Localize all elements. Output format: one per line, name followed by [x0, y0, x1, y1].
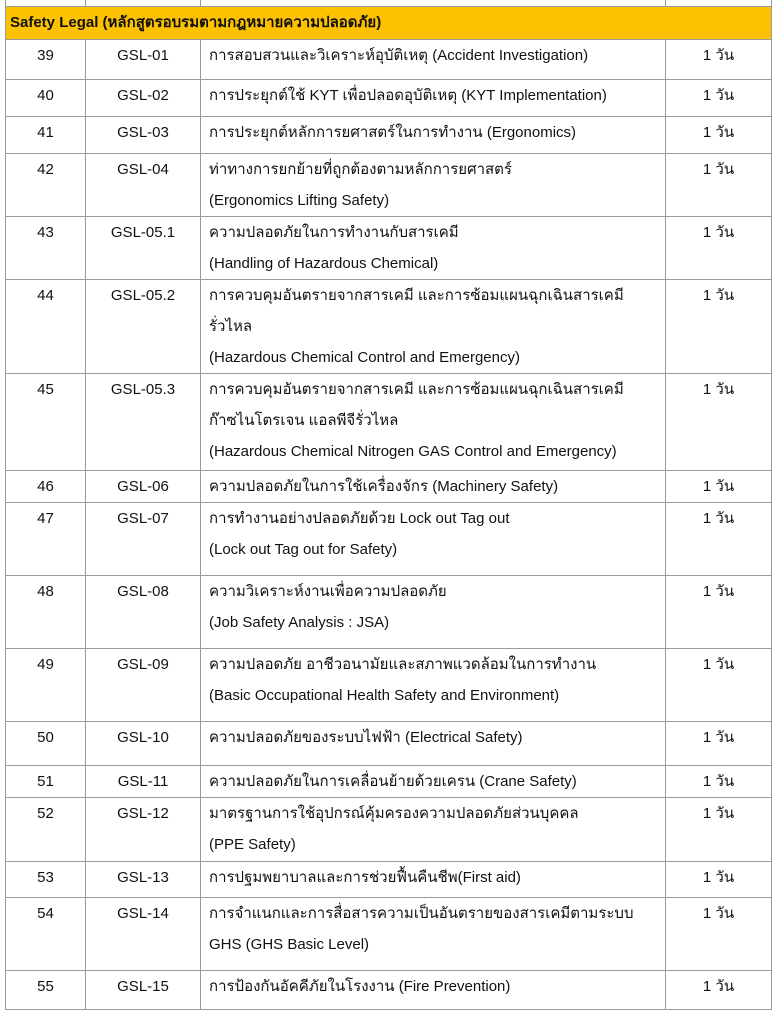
course-duration: 1 วัน	[666, 374, 772, 471]
course-code: GSL-11	[86, 766, 201, 798]
course-title-line: ความวิเคราะห์งานเพื่อความปลอดภัย	[209, 583, 447, 600]
course-code: GSL-10	[86, 722, 201, 766]
course-title-line: (Ergonomics Lifting Safety)	[209, 192, 390, 209]
course-title	[201, 40, 666, 80]
course-duration: 1 วัน	[666, 40, 772, 80]
course-title-line: การสอบสวนและวิเคราะห์อุบัติเหตุ (Accident Investigation)	[209, 47, 589, 64]
course-title-line: การประยุกต์หลักการยศาสตร์ในการทำงาน (Ergonomics)	[209, 124, 577, 141]
course-title-line: (Hazardous Chemical Control and Emergency)	[209, 349, 520, 366]
table-row	[6, 798, 772, 862]
course-title	[201, 280, 666, 374]
table-row	[6, 40, 772, 80]
course-code: GSL-06	[86, 471, 201, 503]
course-number: 45	[6, 374, 86, 471]
course-number: 54	[6, 898, 86, 971]
table-row	[6, 971, 772, 1010]
course-title-line: มาตรฐานการใช้อุปกรณ์คุ้มครองความปลอดภัยส่วนบุคคล	[209, 805, 579, 822]
table-row	[6, 80, 772, 117]
course-number: 51	[6, 766, 86, 798]
course-title	[201, 80, 666, 117]
course-title-line: การจำแนกและการสื่อสารความเป็นอันตรายของสารเคมีตามระบบ	[209, 905, 634, 922]
course-duration: 1 วัน	[666, 766, 772, 798]
course-number: 39	[6, 40, 86, 80]
course-code: GSL-03	[86, 117, 201, 154]
course-code: GSL-05.3	[86, 374, 201, 471]
course-title-line: การควบคุมอันตรายจากสารเคมี และการซ้อมแผนฉุกเฉินสารเคมี	[209, 287, 624, 304]
course-duration: 1 วัน	[666, 649, 772, 722]
course-title-line: การทำงานอย่างปลอดภัยด้วย Lock out Tag out	[209, 510, 510, 527]
course-code: GSL-02	[86, 80, 201, 117]
course-title-line: (Handling of Hazardous Chemical)	[209, 255, 439, 272]
course-number: 46	[6, 471, 86, 503]
course-title-line: GHS (GHS Basic Level)	[209, 936, 370, 953]
course-table	[5, 0, 772, 1010]
course-title	[201, 217, 666, 280]
table-row	[6, 471, 772, 503]
course-duration: 1 วัน	[666, 971, 772, 1010]
section-title: Safety Legal (หลักสูตรอบรมตามกฎหมายความปลอดภัย)	[6, 7, 772, 40]
course-title	[201, 154, 666, 217]
table-row	[6, 117, 772, 154]
course-title-line: การควบคุมอันตรายจากสารเคมี และการซ้อมแผนฉุกเฉินสารเคมี	[209, 381, 624, 398]
course-code: GSL-14	[86, 898, 201, 971]
course-number: 43	[6, 217, 86, 280]
course-number: 49	[6, 649, 86, 722]
table-row	[6, 217, 772, 280]
table-row	[6, 898, 772, 971]
course-duration: 1 วัน	[666, 862, 772, 898]
table-row	[6, 503, 772, 576]
table-row	[6, 576, 772, 649]
table-row	[6, 154, 772, 217]
course-code: GSL-05.2	[86, 280, 201, 374]
course-title-line: (Hazardous Chemical Nitrogen GAS Control and Emergency)	[209, 443, 617, 460]
course-title	[201, 649, 666, 722]
course-duration: 1 วัน	[666, 80, 772, 117]
course-number: 52	[6, 798, 86, 862]
course-title	[201, 766, 666, 798]
course-title-line: (Job Safety Analysis : JSA)	[209, 614, 390, 631]
course-number: 53	[6, 862, 86, 898]
table-row	[6, 722, 772, 766]
course-duration: 1 วัน	[666, 722, 772, 766]
course-title-line: ความปลอดภัยในการทำงานกับสารเคมี	[209, 224, 459, 241]
course-title	[201, 576, 666, 649]
course-number: 48	[6, 576, 86, 649]
course-duration: 1 วัน	[666, 280, 772, 374]
course-duration: 1 วัน	[666, 576, 772, 649]
course-title-line: (Lock out Tag out for Safety)	[209, 541, 398, 558]
course-duration: 1 วัน	[666, 798, 772, 862]
course-title	[201, 503, 666, 576]
course-title-line: ความปลอดภัยของระบบไฟฟ้า (Electrical Safety)	[209, 729, 523, 746]
course-code: GSL-04	[86, 154, 201, 217]
course-title-line: การป้องกันอัคคีภัยในโรงงาน (Fire Prevention)	[209, 978, 511, 995]
course-title	[201, 898, 666, 971]
course-number: 47	[6, 503, 86, 576]
course-title-line: รั่วไหล	[209, 318, 253, 335]
course-number: 42	[6, 154, 86, 217]
course-code: GSL-05.1	[86, 217, 201, 280]
course-duration: 1 วัน	[666, 898, 772, 971]
table-row	[6, 862, 772, 898]
course-title-line: การปฐมพยาบาลและการช่วยฟื้นคืนชีพ(First aid)	[209, 869, 521, 886]
course-title	[201, 374, 666, 471]
course-code: GSL-09	[86, 649, 201, 722]
course-number: 40	[6, 80, 86, 117]
course-title	[201, 862, 666, 898]
course-title-line: การประยุกต์ใช้ KYT เพื่อปลอดอุบัติเหตุ (KYT Implementation)	[209, 87, 607, 104]
course-duration: 1 วัน	[666, 117, 772, 154]
table-row	[6, 280, 772, 374]
course-number: 41	[6, 117, 86, 154]
course-number: 44	[6, 280, 86, 374]
table-row	[6, 374, 772, 471]
section-header-row	[6, 7, 772, 40]
course-code: GSL-07	[86, 503, 201, 576]
course-title	[201, 971, 666, 1010]
course-title	[201, 471, 666, 503]
course-title-line: (PPE Safety)	[209, 836, 296, 853]
course-title-line: ท่าทางการยกย้ายที่ถูกต้องตามหลักการยศาสตร์	[209, 161, 512, 178]
course-code: GSL-13	[86, 862, 201, 898]
course-title	[201, 117, 666, 154]
course-title-line: ความปลอดภัยในการใช้เครื่องจักร (Machinery Safety)	[209, 478, 559, 495]
course-code: GSL-08	[86, 576, 201, 649]
course-title	[201, 722, 666, 766]
course-code: GSL-15	[86, 971, 201, 1010]
course-code: GSL-01	[86, 40, 201, 80]
course-code: GSL-12	[86, 798, 201, 862]
table-row	[6, 649, 772, 722]
course-duration: 1 วัน	[666, 503, 772, 576]
course-title-line: ความปลอดภัย อาชีวอนามัยและสภาพแวดล้อมในการทำงาน	[209, 656, 597, 673]
course-number: 50	[6, 722, 86, 766]
course-number: 55	[6, 971, 86, 1010]
course-title	[201, 798, 666, 862]
course-title-line: ความปลอดภัยในการเคลื่อนย้ายด้วยเครน (Crane Safety)	[209, 773, 577, 790]
course-title-line: ก๊าซไนโตรเจน แอลพีจีรั่วไหล	[209, 412, 399, 429]
course-title-line: (Basic Occupational Health Safety and Environment)	[209, 687, 560, 704]
table-row	[6, 766, 772, 798]
course-duration: 1 วัน	[666, 217, 772, 280]
course-duration: 1 วัน	[666, 471, 772, 503]
course-duration: 1 วัน	[666, 154, 772, 217]
